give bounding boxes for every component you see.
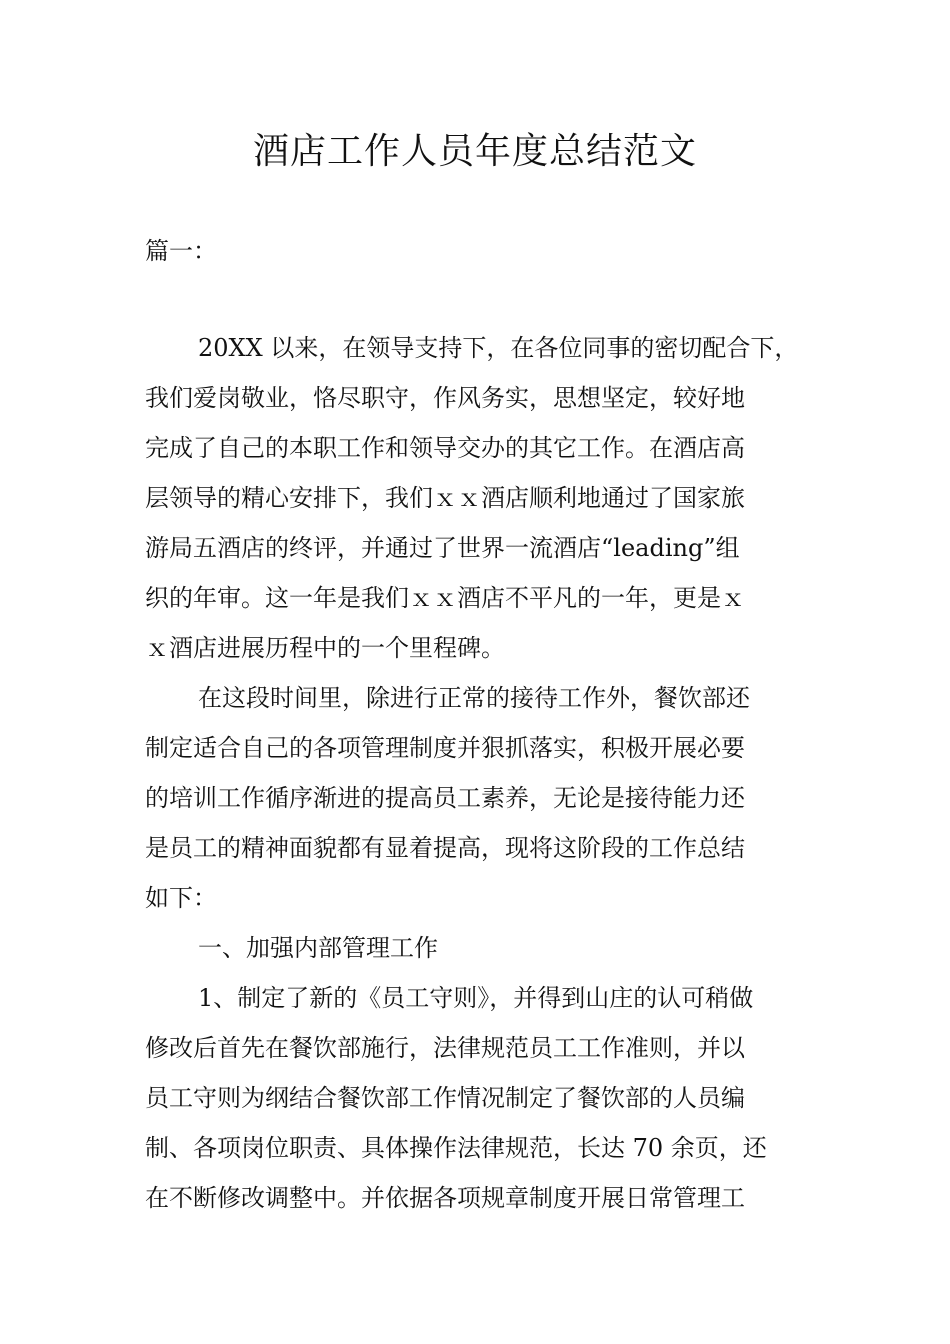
body-line: 在这段时间里，除进行正常的接待工作外，餐饮部还 [198,684,750,712]
body-line: 游局五酒店的终评，并通过了世界一流酒店“leading”组 [145,534,740,562]
body-line: 如下： [145,884,217,912]
body-line: ｘ酒店进展历程中的一个里程碑。 [145,634,505,662]
body-line: 制定适合自己的各项管理制度并狠抓落实，积极开展必要 [145,734,745,762]
body-line: 制、各项岗位职责、具体操作法律规范，长达 70 余页，还 [145,1134,767,1162]
section-label: 篇一： [145,237,217,265]
body-line: 一、加强内部管理工作 [198,934,438,962]
body-line: 20XX 以来，在领导支持下，在各位同事的密切配合下， [198,334,799,362]
body-line: 在不断修改调整中。并依据各项规章制度开展日常管理工 [145,1184,745,1212]
body-line: 我们爱岗敬业，恪尽职守，作风务实，思想坚定，较好地 [145,384,745,412]
body-line: 织的年审。这一年是我们ｘｘ酒店不平凡的一年，更是ｘ [145,584,745,612]
body-line: 层领导的精心安排下，我们ｘｘ酒店顺利地通过了国家旅 [145,484,745,512]
document-title: 酒店工作人员年度总结范文 [252,131,697,172]
document-body [145,323,810,1223]
body-line: 是员工的精神面貌都有显着提高，现将这阶段的工作总结 [145,834,745,862]
body-line: 完成了自己的本职工作和领导交办的其它工作。在酒店高 [145,434,745,462]
body-line: 的培训工作循序渐进的提高员工素养，无论是接待能力还 [145,784,745,812]
body-line: 员工守则为纲结合餐饮部工作情况制定了餐饮部的人员编 [145,1084,745,1112]
body-line: 修改后首先在餐饮部施行，法律规范员工工作准则，并以 [145,1034,745,1062]
body-line: 1、制定了新的《员工守则》，并得到山庄的认可稍做 [198,984,754,1012]
